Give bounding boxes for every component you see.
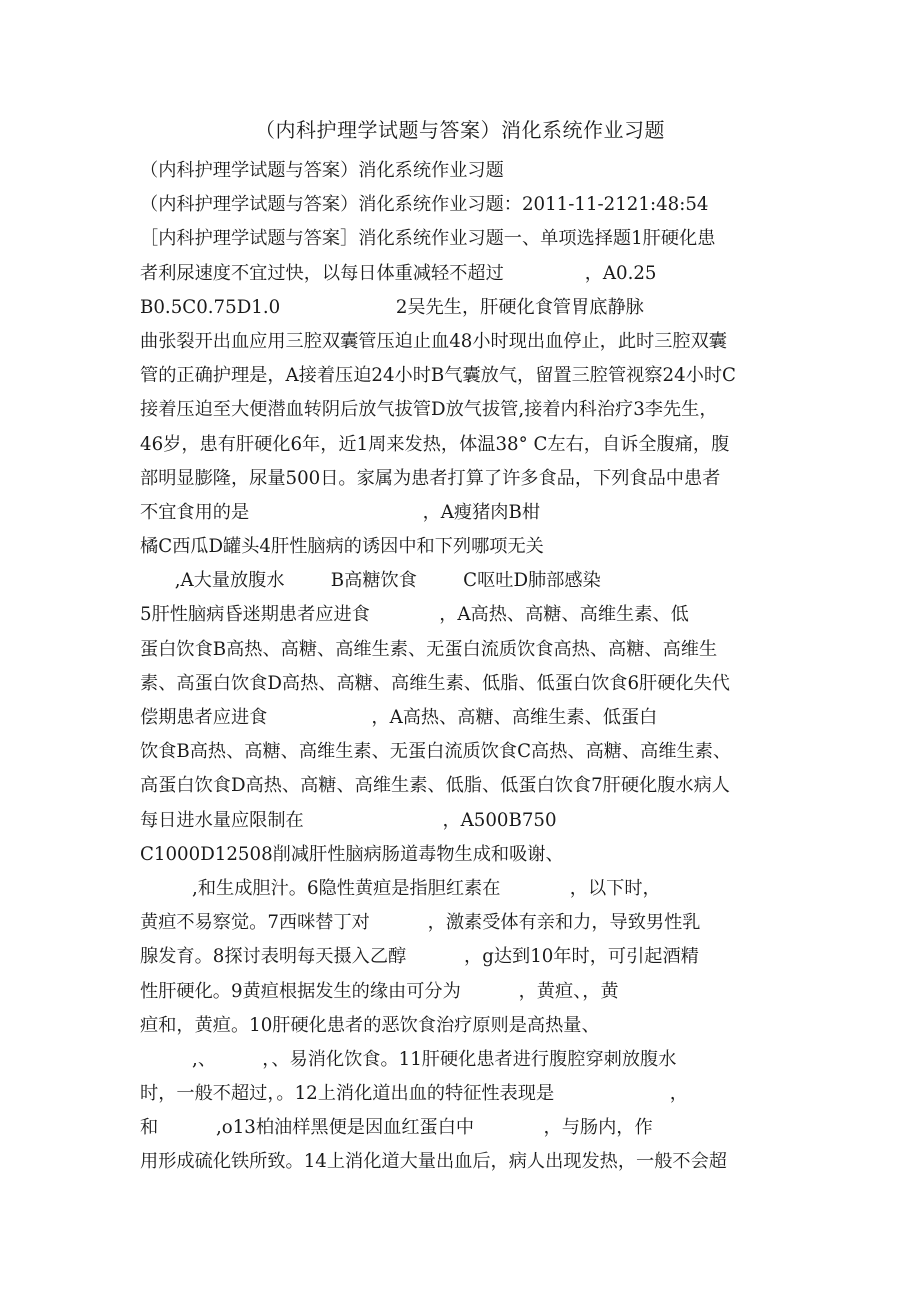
body-line: 黄疸不易察觉。7西咪替丁对 ，激素受体有亲和力，导致男性乳 bbox=[140, 912, 701, 934]
body-line: 不宜食用的是 ，A瘦猪肉B柑 bbox=[140, 501, 541, 523]
body-line: 时，一般不超过，。12上消化道出血的特征性表现是 ， bbox=[140, 1083, 688, 1105]
body-line: 素、高蛋白饮食D高热、高糖、高维生素、低脂、低蛋白饮食6肝硬化失代 bbox=[140, 672, 730, 694]
body-line: 部明显膨隆，尿量500日。家属为患者打算了许多食品，下列食品中患者 bbox=[140, 467, 721, 489]
body-line: 腺发育。8探讨表明每天摄入乙醇 ，g达到10年时，可引起酒精 bbox=[140, 946, 699, 968]
body-line: 疸和，黄疸。10肝硬化患者的恶饮食治疗原则是高热量、 bbox=[140, 1014, 600, 1036]
body-line: 用形成硫化铁所致。14上消化道大量出血后，病人出现发热，一般不会超 bbox=[140, 1151, 727, 1173]
body-line: 者利尿速度不宜过快，以每日体重减轻不超过 ，A0.25 bbox=[140, 262, 657, 284]
body-line: 性肝硬化。9黄疸根据发生的缘由可分为 ，黄疸、，黄 bbox=[140, 980, 619, 1002]
document-title: （内科护理学试题与答案）消化系统作业习题 bbox=[255, 118, 665, 142]
body-line: 5肝性脑病昏迷期患者应进食 ，A高热、高糖、高维生素、低 bbox=[140, 604, 689, 626]
body-line: 曲张裂开出血应用三腔双囊管压迫止血48小时现出血停止，此时三腔双囊 bbox=[140, 330, 727, 352]
body-line: ,A大量放腹水 B高糖饮食 C呕吐D肺部感染 bbox=[140, 570, 601, 592]
body-line: 饮食B高热、高糖、高维生素、无蛋白流质饮食C高热、高糖、高维生素、 bbox=[140, 741, 732, 763]
body-line: 接着压迫至大便潜血转阴后放气拔管D放气拔管,接着内科治疗3李先生， bbox=[140, 399, 718, 421]
body-line: ［内科护理学试题与答案］消化系统作业习题一、单项选择题1肝硬化患 bbox=[140, 228, 716, 250]
body-line: ,和生成胆汁。6隐性黄疸是指胆红素在 ，以下时， bbox=[140, 877, 661, 899]
body-line: （内科护理学试题与答案）消化系统作业习题：2011-11-2121:48:54 bbox=[140, 194, 709, 216]
body-line: ,、 ，、易消化饮食。11肝硬化患者进行腹腔穿刺放腹水 bbox=[140, 1048, 677, 1070]
body-line: 偿期患者应进食 ，A高热、高糖、高维生素、低蛋白 bbox=[140, 707, 658, 728]
body-line: 46岁，患有肝硬化6年，近1周来发热，体温38° C左右，自诉全腹痛，腹 bbox=[140, 433, 730, 455]
document-body bbox=[140, 154, 790, 1180]
body-line: 每日进水量应限制在 ，A500B750 bbox=[140, 809, 557, 831]
body-line: 管的正确护理是，A接着压迫24小时B气囊放气，留置三腔管视察24小时C bbox=[140, 365, 736, 387]
body-line: 蛋白饮食B高热、高糖、高维生素、无蛋白流质饮食高热、高糖、高维生 bbox=[140, 638, 718, 660]
body-line: 和 ,o13柏油样黑便是因血红蛋白中 ，与肠内，作 bbox=[140, 1117, 653, 1139]
body-line: 橘C西瓜D罐头4肝性脑病的诱因中和下列哪项无关 bbox=[140, 536, 544, 558]
body-line: C1000D12508削减肝性脑病肠道毒物生成和吸谢、 bbox=[140, 843, 564, 865]
body-line: B0.5C0.75D1.0 2吴先生，肝硬化食管胃底静脉 bbox=[140, 296, 644, 318]
body-line: （内科护理学试题与答案）消化系统作业习题 bbox=[140, 160, 504, 181]
body-line: 高蛋白饮食D高热、高糖、高维生素、低脂、低蛋白饮食7肝硬化腹水病人 bbox=[140, 775, 730, 797]
